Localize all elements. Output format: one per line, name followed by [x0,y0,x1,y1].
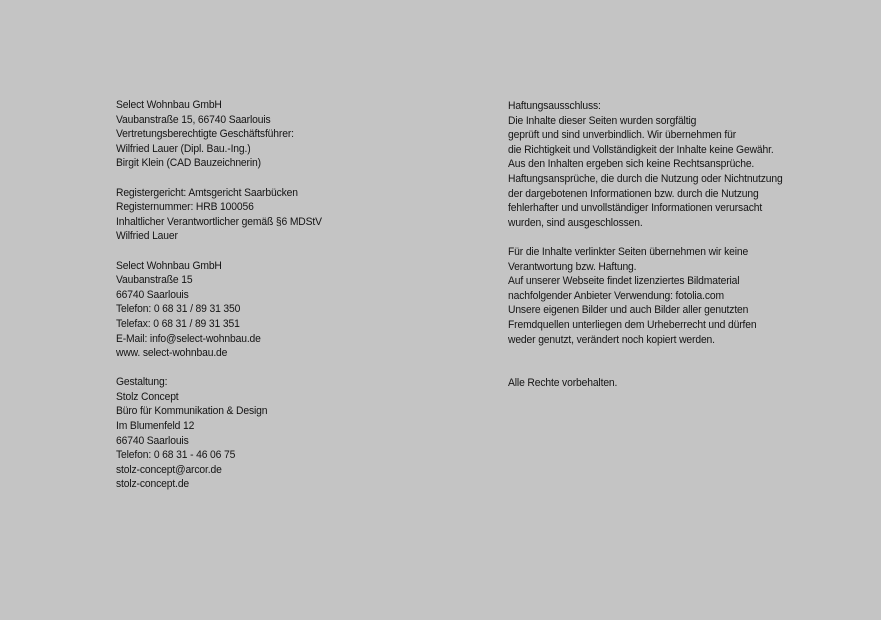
spacer [116,244,322,259]
managing-director-1: Wilfried Lauer (Dipl. Bau.-Ing.) [116,142,251,155]
copyright-line-2: Fremdquellen unterliegen dem Urheberrecht und dürfen [508,318,757,331]
design-agency-tagline: Büro für Kommunikation & Design [116,405,268,418]
liability-line-1: Die Inhalte dieser Seiten wurden sorgfältig [508,114,697,127]
content-responsible-name: Wilfried Lauer [116,230,178,243]
spacer [508,347,783,376]
liability-heading: Haftungsausschluss: [508,100,601,112]
contact-city: 66740 Saarlouis [116,288,189,301]
contact-fax: Telefax: 0 68 31 / 89 31 351 [116,317,240,330]
liability-disclaimer-block [508,99,783,230]
content-responsible-heading: Inhaltlicher Verantwortlicher gemäß §6 MDStV [116,215,322,228]
liability-line-7: fehlerhafter und unvollständiger Informationen verursacht [508,202,763,215]
contact-street: Vaubanstraße 15 [116,274,193,287]
company-info-block [116,98,322,171]
spacer [508,230,783,245]
register-number: Registernummer: HRB 100056 [116,201,254,214]
images-line-1: Auf unserer Webseite findet lizenziertes Bildmaterial [508,275,740,288]
imprint-left-column [116,98,322,492]
rights-reserved: Alle Rechte vorbehalten. [508,377,618,390]
managing-directors-heading: Vertretungsberechtigte Geschäftsführer: [116,128,294,141]
liability-line-6: der dargebotenen Informationen bzw. durch die Nutzung [508,187,759,200]
design-agency-email: stolz-concept@arcor.de [116,463,222,476]
liability-line-8: wurden, sind ausgeschlossen. [508,216,643,229]
rights-reserved-block [508,376,783,391]
contact-company-name: Select Wohnbau GmbH [116,259,222,272]
liability-line-2: geprüft und sind unverbindlich. Wir übernehmen für [508,129,737,142]
links-and-images-block [508,245,783,347]
contact-info-block [116,259,322,361]
register-info-block [116,186,322,244]
liability-line-5: Haftungsansprüche, die durch die Nutzung oder Nichtnutzung [508,172,783,185]
contact-email: E-Mail: info@select-wohnbau.de [116,332,261,345]
images-line-2: nachfolgender Anbieter Verwendung: fotolia.com [508,289,724,302]
contact-phone: Telefon: 0 68 31 / 89 31 350 [116,303,241,316]
register-court: Registergericht: Amtsgericht Saarbücken [116,186,298,199]
design-credit-block [116,375,322,492]
design-agency-city: 66740 Saarlouis [116,434,189,447]
design-agency-website: stolz-concept.de [116,478,190,491]
liability-line-4: Aus den Inhalten ergeben sich keine Rechtsansprüche. [508,158,755,171]
imprint-right-column [508,99,783,391]
links-line-1: Für die Inhalte verlinkter Seiten übernehmen wir keine [508,245,749,258]
managing-director-2: Birgit Klein (CAD Bauzeichnerin) [116,157,261,170]
contact-website: www. select-wohnbau.de [116,347,228,360]
links-line-2: Verantwortung bzw. Haftung. [508,260,637,273]
spacer [116,361,322,376]
copyright-line-3: weder genutzt, verändert noch kopiert werden. [508,333,715,346]
design-heading: Gestaltung: [116,376,168,389]
company-address: Vaubanstraße 15, 66740 Saarlouis [116,113,271,126]
copyright-line-1: Unsere eigenen Bilder und auch Bilder aller genutzten [508,304,749,317]
spacer [116,171,322,186]
liability-line-3: die Richtigkeit und Vollständigkeit der Inhalte keine Gewähr. [508,143,774,156]
design-agency-phone: Telefon: 0 68 31 - 46 06 75 [116,449,236,462]
design-agency-name: Stolz Concept [116,390,179,403]
design-agency-street: Im Blumenfeld 12 [116,420,195,433]
company-name: Select Wohnbau GmbH [116,99,222,111]
